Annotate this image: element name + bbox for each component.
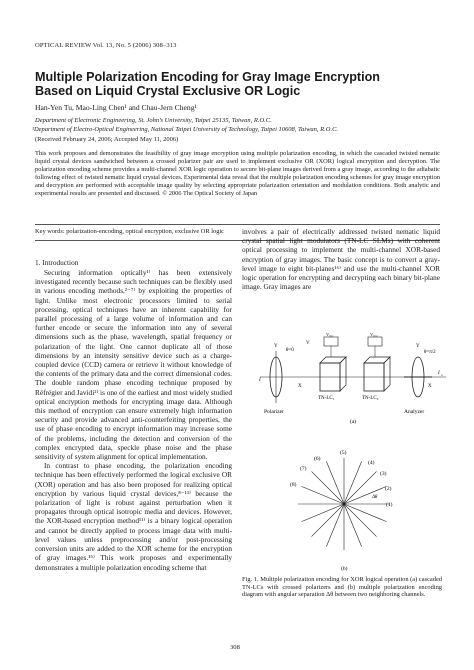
page-number: 308 [230,644,240,651]
divider-top [35,224,440,225]
angle-label-1: (1) [386,502,393,508]
angle-label-6: (6) [314,456,321,462]
angle-label-5: (5) [340,450,347,456]
label-theta-0: θ=0 [286,348,294,353]
delta-theta-label: Δθ [372,495,378,500]
figure-caption: Fig. 1. Multiple polarization encoding for XOR logical operation (a) cascaded TN-LCs with crossed polarizers and (b) multiple polarization encoding diagram with angular separation Δθ between two neighboring channels. [242,576,442,599]
label-o-sub: o [441,373,443,377]
title-line-1: Multiple Polarization Encoding for Gray Image Encryption [35,70,380,84]
keywords: Key words: polarization-encoding, optical encryption, exclusive OR logic [35,228,225,235]
angle-label-7: (7) [300,466,307,472]
label-panel-b: (b) [341,566,348,572]
label-panel-a: (a) [350,419,357,424]
label-x-right: X [428,384,432,389]
title-line-2: Based on Liquid Crystal Exclusive OR Logic [35,84,301,98]
label-y-right: Y [416,344,420,349]
angle-label-2: (2) [385,486,392,492]
label-v: V [306,341,310,346]
label-v02: V₀,₂ [370,332,378,337]
label-i-left: I [259,378,261,383]
section-heading: 1. Introduction [35,258,79,267]
right-column [242,227,440,291]
label-v01: V₀,₁ [326,332,334,337]
ray-14 [344,504,377,537]
voltage-source-1 [324,337,338,346]
label-analyzer: Analyzer [404,409,425,415]
affiliation-2: ¹Department of Electro-Optical Engineering, National Taipei University of Technology, Taipei 10608, Taiwan, R.O.C. [32,126,339,133]
angle-label-8: (8) [290,482,297,488]
received-dates: (Received February 24, 2006; Accepted May 11, 2006) [35,136,179,143]
figure-a-schematic [258,329,448,424]
label-theta-pi2: θ=π/2 [424,350,436,355]
ray-6 [311,471,344,504]
voltage-source-2 [368,337,382,346]
paragraph-2: In contrast to phase encoding, the polarization encoding technique has been effectively performed the logical exclusive OR (XOR) operation and has also been proposed for realizing optical encryption by various liquid crystal devices,⁸⁻¹³⁾ because the polarization of light is robust against perturbation when it propagates through optical isotropic media and devices. However, the XOR-based encryption method¹¹⁾ is a binary logical operation and cannot be directly applied to process image data with multi-level values unless preprocessing and/or post-processing conversion units are added to the XOR scheme for the encryption of gray images.¹⁵⁾ This work proposes and experimentally demonstrates a multiple polarization encoding scheme that [35,461,232,572]
left-column [35,268,232,572]
label-tn-lc2: TN-LC₂ [362,396,379,401]
label-y-left: Y [274,344,278,349]
paragraph-right: involves a pair of electrically addressed twisted nematic liquid crystal spatial light modulators (TN-LC SLMs) with coherent optical processing to implement the multi-channel XOR-based encryption of gray images. The basic concept is to convert a gray-level image to eight bit-planes¹⁶⁾ and use the multi-channel XOR logic operation for encrypting and decrypting each binary bit-plane image. Gray images are [242,227,440,292]
tn-lc2-side [384,357,390,391]
affiliation-1: Department of Electronic Engineering, St. John’s University, Taipei 25135, Taiwan, R.O.C. [35,117,272,124]
paper-title [35,70,445,98]
tn-lc1-side [340,357,346,391]
ray-10 [311,504,344,537]
tn-lc1-top [320,357,346,363]
label-i-right: I [438,371,440,376]
label-polarizer: Polarizer [264,409,284,415]
tn-lc2-top [364,357,390,363]
figure-b-diagram [282,432,412,574]
label-tn-lc1: TN-LC₁ [318,396,335,401]
authors: Han-Yen Tu, Mao-Ling Chen¹ and Chau-Jern Cheng¹ [35,103,197,112]
abstract: This work proposes and demonstrates the feasibility of gray image encryption using multiple polarization encoding, in which the cascaded twisted nematic liquid crystal devices sandwiched between a crossed polarizer pair are used to implement exclusive OR (XOR) logical encryption and decryption. The polarization encoding scheme provides a multi-channel XOR logic operation to secure bit-plane images derived from a gray image, according to the adiabatic following effect of twisted nematic liquid crystal devices. Experimental data reveal that the multiple polarization encoding schemes for gray image encryption and decryption are performed with acceptable image quality by selecting appropriate polarization orientation and modulation conditions. Both analytic and experimental results are presented and discussed. © 2006 The Optical Society of Japan [35,150,440,198]
angle-label-3: (3) [380,471,387,477]
paragraph-1: Securing information optically¹⁾ has been extensively investigated recently because such techniques can be flexibly used in various encoding methods,²⁻⁷⁾ by exploiting the properties of light. Unlike most electronic processors limited to serial processing, optical techniques have an inherent capability for parallel processing of a large volume of information and can further encode or secure the information into any of several dimensions such as the phase, wavelength, spatial frequency or polarization of the light. One cannot duplicate all of those dimensions by an intensity sensitive device such as a charge-coupled device (CCD) camera or retrieve it without knowledge of the contents of the primary data and the correct dimensional codes. The double random phase encoding technique proposed by Réfrégier and Javidi²⁾ is one of the earliest and most widely studied optical encryption methods for encrypting image data. Although this method of encryption can ensure extremely high information security and provide advanced anti-counterfeiting properties, the use of phase encoding to encrypt information may increase some of the problems, including the detection and conversion of the complex encrypted data, speckle phase noise and the phase sensitivity of system alignment for optical implementation. [35,268,232,462]
journal-header: OPTICAL REVIEW Vol. 13, No. 5 (2006) 308–313 [35,42,177,49]
polarization-rays [298,458,390,550]
label-x-left: X [298,384,302,389]
angle-label-4: (4) [368,460,375,466]
